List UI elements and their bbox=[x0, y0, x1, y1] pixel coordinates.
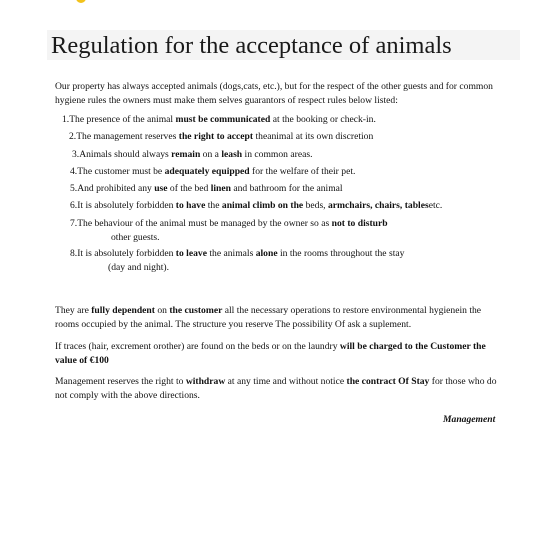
yellow-corner-mark bbox=[76, 0, 86, 3]
rule-item-7-continuation: other guests. bbox=[111, 231, 160, 243]
charge-paragraph: If traces (hair, excrement orother) are found on the beds or on the laundry will be charged to the Customer the value of €100 bbox=[55, 341, 486, 366]
rule-item-3: 3.Animals should always remain on a leash in common areas. bbox=[72, 149, 313, 160]
hygiene-paragraph: They are fully dependent on the customer all the necessary operations to restore environmental hygienein the rooms occupied by the animal. The structure you reserve The possibility Of ask a suplement. bbox=[55, 305, 482, 330]
intro-paragraph: Our property has always accepted animals (dogs,cats, etc.), but for the respect of the other guests and for common hygiene rules the owners must make them selves guarantors of respect rules below listed: bbox=[55, 81, 493, 106]
rule-item-5: 5.And prohibited any use of the bed linen and bathroom for the animal bbox=[70, 183, 343, 194]
withdraw-paragraph: Management reserves the right to withdraw at any time and without notice the contract Of Stay for those who do not comply with the above directions. bbox=[55, 376, 497, 401]
rule-item-6: 6.It is absolutely forbidden to have the animal climb on the beds, armchairs, chairs, tablesetc. bbox=[70, 200, 443, 211]
rule-item-2: 2.The management reserves the right to accept theanimal at its own discretion bbox=[69, 131, 374, 142]
page-title: Regulation for the acceptance of animals bbox=[51, 32, 452, 59]
rule-item-8: 8.It is absolutely forbidden to leave the animals alone in the rooms throughout the stay (day and night). bbox=[70, 248, 405, 273]
rule-item-4: 4.The customer must be adequately equipped for the welfare of their pet. bbox=[70, 166, 356, 177]
rule-item-7: 7.The behaviour of the animal must be managed by the owner so as not to disturb other guests. bbox=[70, 218, 388, 243]
rule-item-8-continuation: (day and night). bbox=[108, 261, 170, 273]
rule-item-1: 1.The presence of the animal must be communicated at the booking or check-in. bbox=[62, 114, 376, 125]
signature-management: Management bbox=[443, 414, 496, 425]
